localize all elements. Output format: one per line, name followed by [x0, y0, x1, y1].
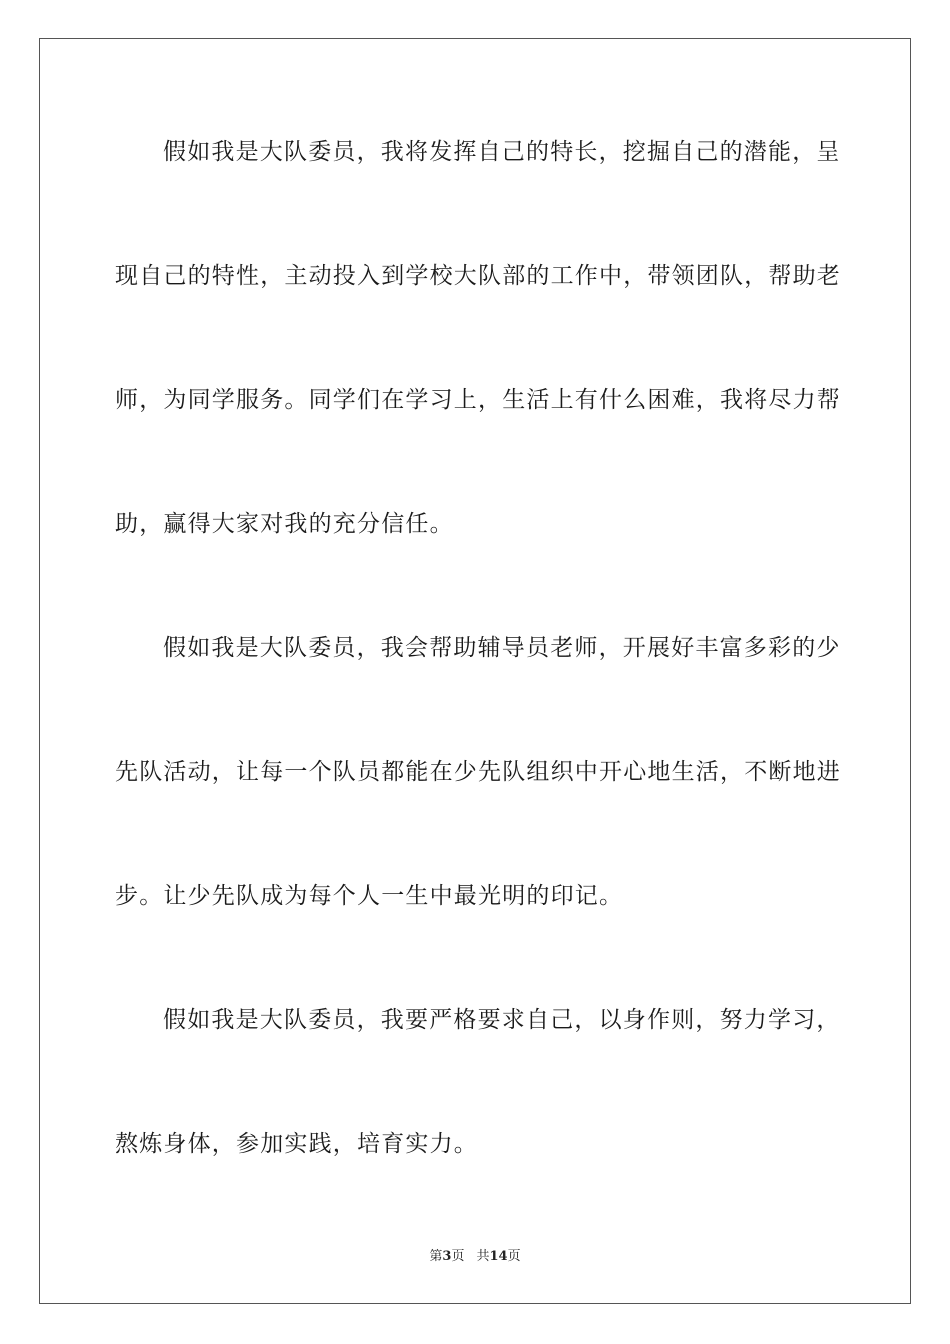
paragraph-2-line-2: 先队活动，让每一个队员都能在少先队组织中开心地生活，不断地进 [115, 759, 841, 785]
total-pages: 14 [489, 1249, 508, 1264]
paragraph-2-line-3: 步。让少先队成为每个人一生中最光明的印记。 [115, 883, 624, 909]
paragraph-1-line-3: 师，为同学服务。同学们在学习上，生活上有什么困难，我将尽力帮 [115, 387, 841, 413]
paragraph-1-line-2: 现自己的特性，主动投入到学校大队部的工作中，带领团队，帮助老 [115, 263, 841, 289]
page-border [39, 38, 911, 1304]
paragraph-2-line-1: 假如我是大队委员，我会帮助辅导员老师，开展好丰富多彩的少 [163, 635, 841, 661]
page-number-suffix: 页 [451, 1249, 465, 1264]
paragraph-1-line-4: 助，赢得大家对我的充分信任。 [115, 511, 454, 537]
total-pages-prefix: 共 [476, 1249, 490, 1264]
page-number-prefix: 第 [429, 1249, 443, 1264]
paragraph-3-line-2: 熬炼身体，参加实践，培育实力。 [115, 1131, 478, 1157]
total-pages-suffix: 页 [507, 1249, 521, 1264]
paragraph-3-line-1: 假如我是大队委员，我要严格要求自己，以身作则，努力学习， [163, 1007, 841, 1033]
paragraph-1-line-1: 假如我是大队委员，我将发挥自己的特长，挖掘自己的潜能，呈 [163, 139, 841, 165]
page-footer [0, 1248, 950, 1266]
page-number: 3 [442, 1249, 452, 1264]
